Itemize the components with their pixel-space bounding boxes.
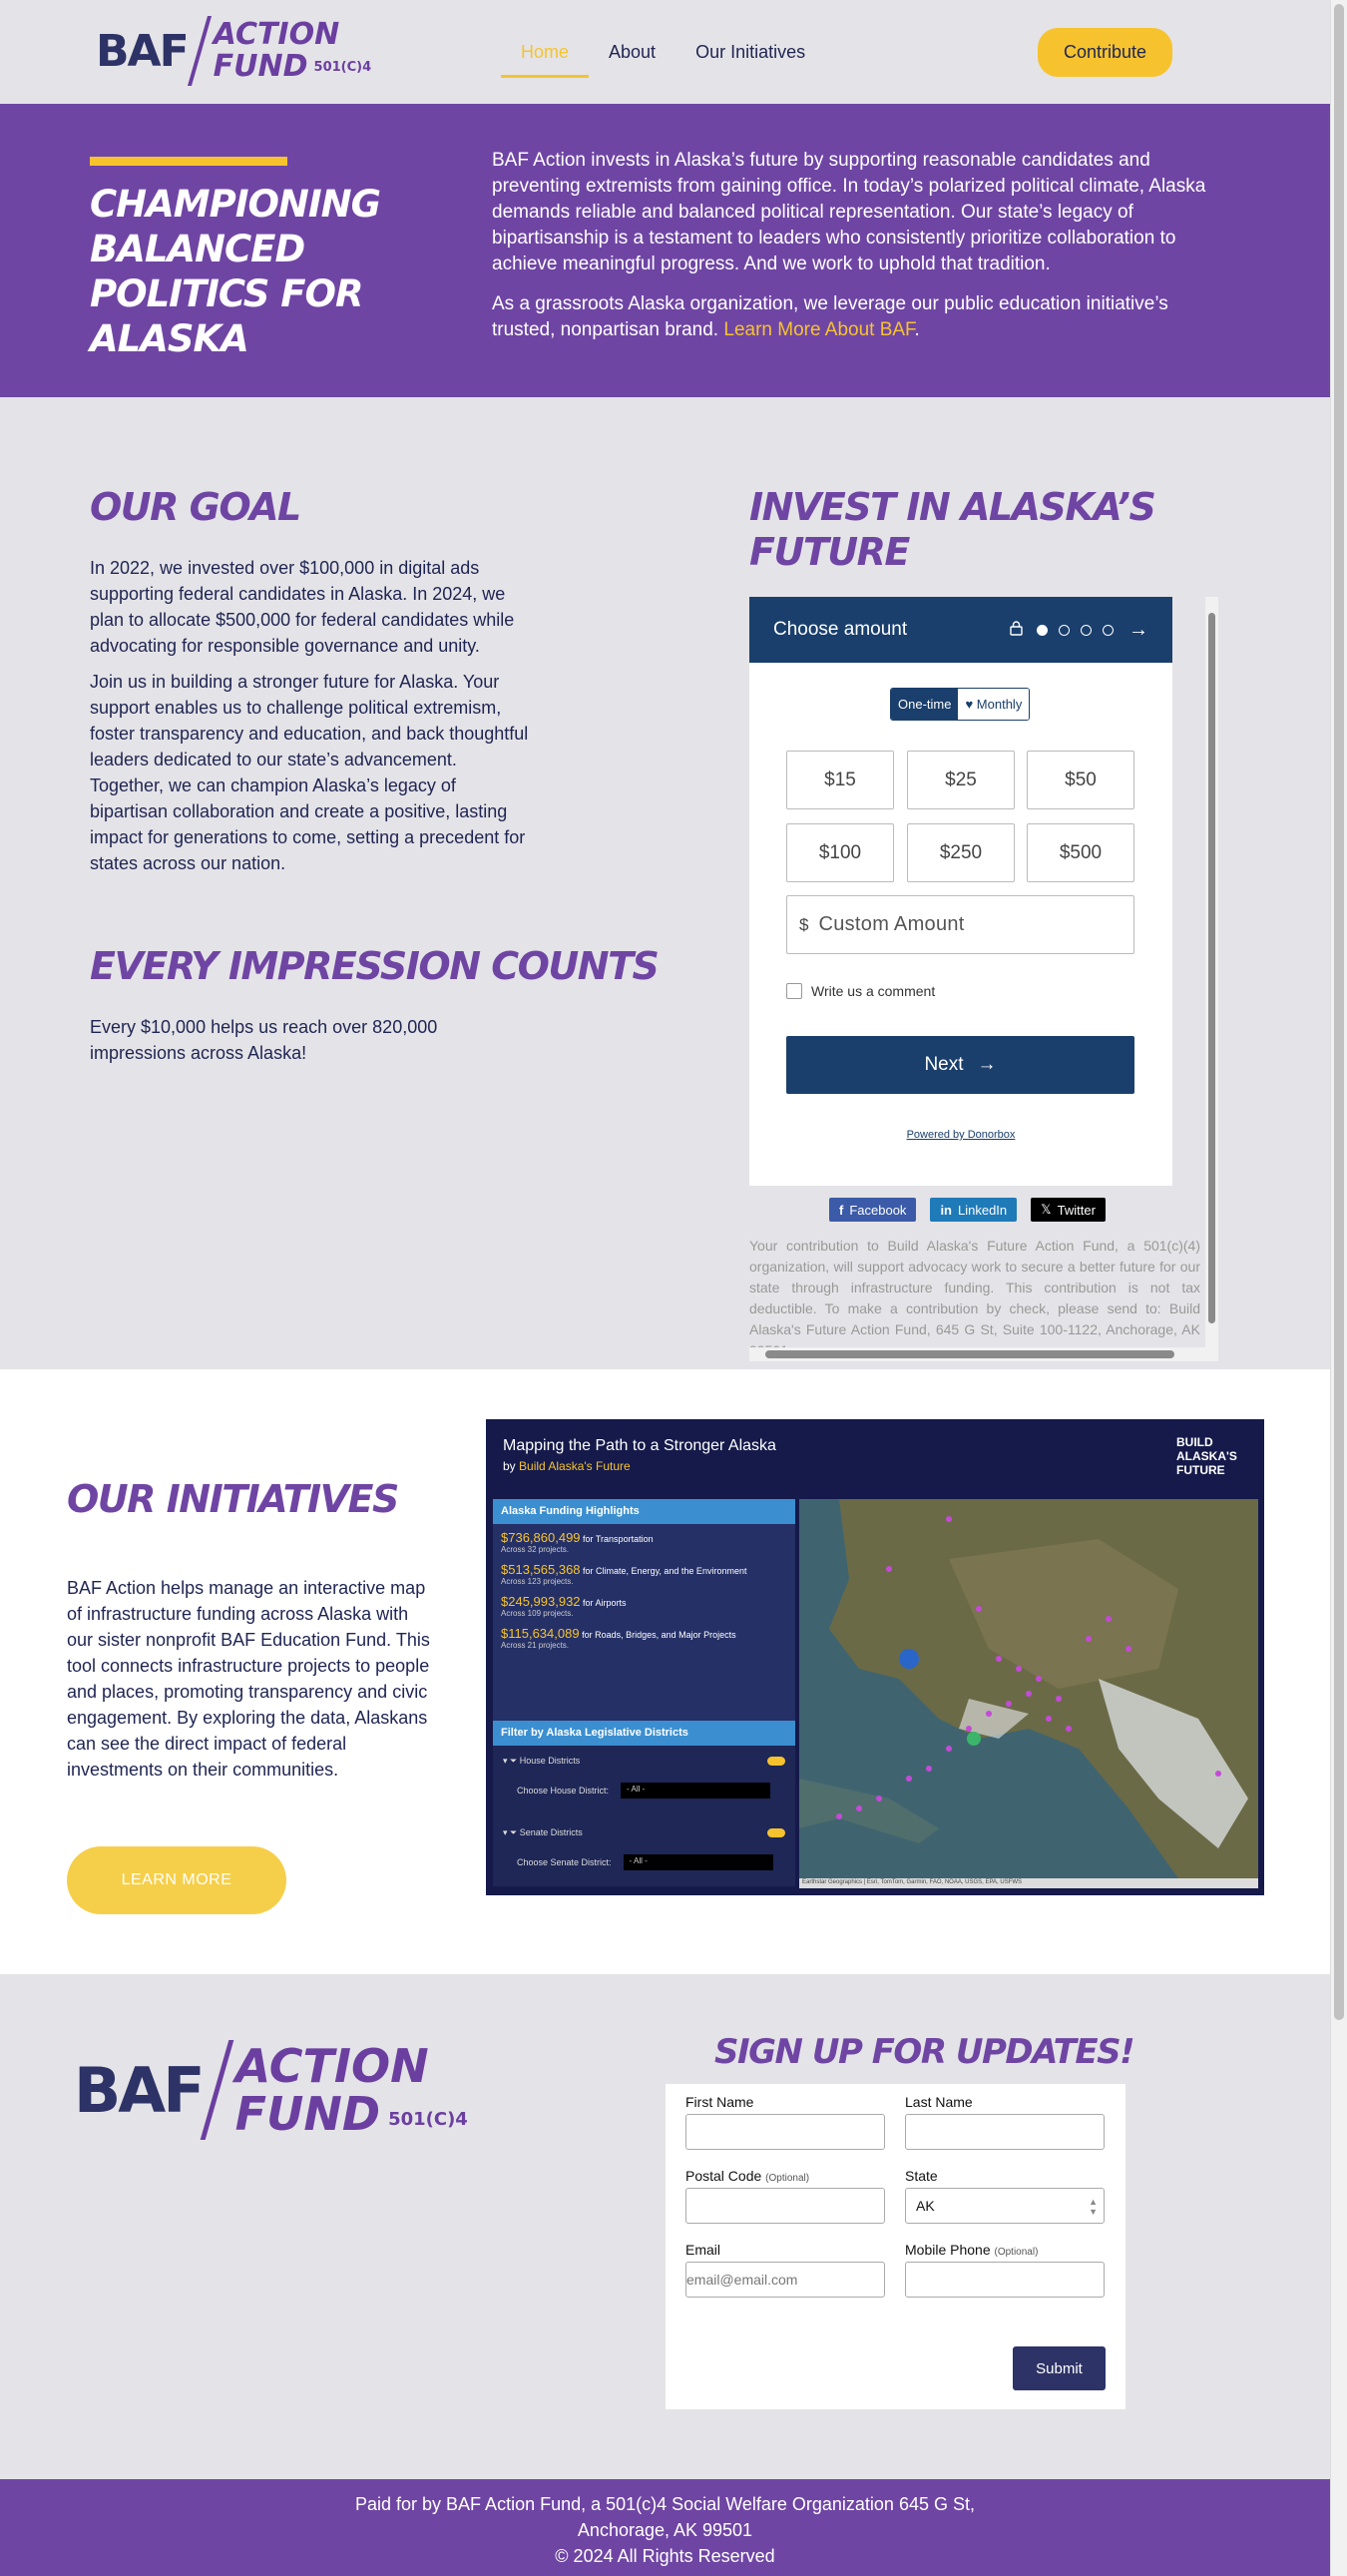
frequency-toggle (890, 688, 1030, 721)
senate-choose-label: Choose Senate District: (517, 1857, 612, 1867)
footer-logo[interactable] (74, 2040, 468, 2140)
mobile-phone-text: Mobile Phone (905, 2242, 991, 2258)
site-footer (0, 2479, 1330, 2576)
linkedin-share-button[interactable] (930, 1198, 1017, 1222)
paid-for-by (0, 2491, 1330, 2543)
page-scroll-thumb[interactable] (1334, 4, 1344, 2020)
hero-paragraph-2 (492, 291, 1230, 343)
state-label: State (905, 2168, 938, 2184)
senate-districts-label: Senate Districts (519, 1827, 583, 1837)
widget-vertical-scroll-thumb[interactable] (1208, 613, 1215, 1323)
twitter-share-button[interactable] (1031, 1198, 1106, 1222)
donation-widget (749, 597, 1218, 1363)
stat-sub: Across 21 projects. (501, 1641, 570, 1650)
paid-for-line-1: Paid for by BAF Action Fund, a 501(c)4 Social Welfare Organization 645 G St, (355, 2494, 975, 2514)
amount-15-button[interactable]: $15 (786, 751, 894, 809)
submit-button[interactable]: Submit (1013, 2346, 1106, 2390)
nav-home[interactable]: Home (501, 38, 589, 78)
every-impression-text: Every $10,000 helps us reach over 820,000 impressions across Alaska! (90, 1017, 438, 1063)
last-name-label: Last Name (905, 2094, 973, 2110)
amount-250-button[interactable]: $250 (907, 823, 1015, 882)
house-district-select[interactable]: - All - (621, 1783, 770, 1799)
map-attribution: Earthstar Geographics | Esri, TomTom, Garmin, FAO, NOAA, USGS, EPA, USFWS (799, 1878, 1258, 1888)
goal-paragraph-2: Join us in building a stronger future for Alaska. Your support enables us to challenge political extremism, foster transparency and education, and back thoughtful leaders dedicated to our state’s advancement. Together, we can champion Alaska’s legacy of bipartisan collaboration and create a positive, lasting impact for generations to come, setting a precedent for states across our nation. (90, 672, 529, 873)
stat-sub: Across 109 projects. (501, 1609, 574, 1618)
paid-for-line-2: Anchorage, AK 99501 (577, 2520, 753, 2540)
stat-item (493, 1524, 795, 1556)
comment-checkbox-row[interactable] (786, 983, 935, 999)
stat-sub: Across 32 projects. (501, 1545, 570, 1554)
postal-code-text: Postal Code (685, 2168, 762, 2184)
amount-50-button[interactable]: $50 (1027, 751, 1134, 809)
stat-amount: $513,565,368 (501, 1562, 581, 1577)
senate-district-select[interactable]: - All - (624, 1854, 773, 1870)
selected-marker (899, 1649, 919, 1669)
main-nav (501, 38, 825, 78)
stat-amount: $115,634,089 (501, 1626, 580, 1641)
widget-horizontal-scrollbar[interactable] (749, 1347, 1218, 1361)
logo-action-fund (214, 19, 371, 83)
stat-label: for Airports (583, 1598, 627, 1608)
monthly-tab[interactable]: ♥ Monthly (958, 689, 1029, 720)
hero-title: CHAMPIONING BALANCED POLITICS FOR ALASKA (90, 183, 380, 360)
alaska-map-graphic (799, 1499, 1258, 1878)
hero-section (0, 104, 1330, 397)
next-step-arrow-icon[interactable]: → (1128, 618, 1148, 641)
nav-our-initiatives[interactable]: Our Initiatives (695, 42, 806, 62)
amount-100-button[interactable]: $100 (786, 823, 894, 882)
hero-paragraph-2-tail: . (914, 319, 920, 340)
senate-toggle[interactable] (767, 1828, 785, 1837)
comment-label: Write us a comment (811, 983, 936, 999)
our-initiatives-heading: OUR INITIATIVES (67, 1477, 398, 1521)
hero-copy (492, 148, 1230, 357)
choose-amount-title: Choose amount (773, 619, 908, 640)
filter-icon: ▾ ⏷ (503, 1826, 520, 1837)
mobile-phone-label (905, 2242, 1038, 2258)
house-choose-row (493, 1776, 795, 1805)
one-time-tab[interactable]: One-time (891, 689, 958, 720)
goal-paragraph-1: In 2022, we invested over $100,000 in digital ads supporting federal candidates in Alaska. In 2024, we plan to allocate $500,000 for federal candidates while advocating for responsible governance and unity. (90, 558, 515, 656)
house-toggle[interactable] (767, 1757, 785, 1766)
first-name-label: First Name (685, 2094, 754, 2110)
map-by: by (503, 1459, 520, 1473)
logo-baf: BAF (96, 25, 188, 77)
mobile-phone-field[interactable] (905, 2262, 1105, 2298)
satellite-map[interactable] (799, 1499, 1258, 1888)
custom-amount-input[interactable] (786, 895, 1134, 954)
widget-horizontal-scroll-thumb[interactable] (765, 1350, 1174, 1358)
select-arrows-icon: ▲ ▼ (1089, 2197, 1098, 2217)
step-dot-3 (1081, 625, 1092, 636)
next-button[interactable] (786, 1036, 1134, 1094)
house-districts-label: House Districts (519, 1756, 581, 1766)
share-buttons (829, 1198, 1106, 1222)
contribute-button[interactable]: Contribute (1038, 28, 1172, 77)
our-goal-text (90, 555, 529, 886)
step-dot-1 (1037, 625, 1048, 636)
our-initiatives-text: BAF Action helps manage an interactive map of infrastructure funding across Alaska with our sister nonprofit BAF Education Fund. This tool connects infrastructure projects to people and places, promoting transparency and civic engagement. By exploring the data, Alaskans can see the direct impact of federal investments on their communities. (67, 1578, 430, 1780)
goal-section (0, 397, 1330, 1369)
senate-districts-row[interactable] (493, 1817, 795, 1847)
state-select[interactable] (905, 2188, 1105, 2224)
logo-slash (200, 2040, 233, 2140)
district-filter-panel (493, 1721, 795, 1886)
logo-suffix: 501(C)4 (388, 2109, 468, 2130)
learn-more-button[interactable]: LEARN MORE (67, 1846, 286, 1914)
house-districts-row[interactable] (493, 1746, 795, 1776)
stat-label: for Climate, Energy, and the Environment (583, 1566, 747, 1576)
next-label: Next (924, 1054, 964, 1075)
stat-amount: $736,860,499 (501, 1530, 581, 1545)
facebook-label: Facebook (849, 1202, 907, 1218)
postal-code-label (685, 2168, 809, 2184)
logo-slash (188, 16, 212, 86)
stat-label: for Transportation (583, 1534, 654, 1544)
step-dot-4 (1103, 625, 1114, 636)
map-byline (503, 1459, 631, 1473)
currency-symbol: $ (799, 914, 809, 934)
widget-vertical-scrollbar[interactable] (1205, 597, 1218, 1347)
state-value: AK (916, 2198, 935, 2214)
logo-line1: ACTION (234, 2039, 429, 2093)
first-name-field[interactable] (685, 2114, 885, 2150)
amount-500-button[interactable]: $500 (1027, 823, 1134, 882)
stat-label: for Roads, Bridges, and Major Projects (582, 1630, 736, 1640)
custom-amount-placeholder: Custom Amount (818, 913, 965, 935)
comment-checkbox[interactable] (786, 983, 802, 999)
site-header (0, 0, 1330, 104)
stat-amount: $245,993,932 (501, 1594, 581, 1609)
logo-line1: ACTION (213, 17, 340, 52)
logo-baf: BAF (74, 2053, 203, 2127)
copyright: © 2024 All Rights Reserved (555, 2546, 775, 2566)
email-label: Email (685, 2242, 721, 2258)
invest-heading: INVEST IN ALASKA’S FUTURE (749, 485, 1155, 574)
donation-header (749, 597, 1172, 663)
learn-more-about-baf-link[interactable]: Learn More About BAF (723, 319, 915, 340)
hero-paragraph-2-text: As a grassroots Alaska organization, we leverage our public education initiative’s trusted, nonpartisan brand. (492, 293, 1168, 340)
logo-action-fund (234, 2039, 468, 2141)
donation-disclaimer: Your contribution to Build Alaska's Future Action Fund, a 501(c)(4) organization, will support advocacy work to secure a better future for our state through infrastructure funding. This contribution is not tax deductible. To make a contribution by check, please send to: Build Alaska's Future Action Fund, 645 G St, Suite 100-1122, Anchorage, AK (749, 1238, 1200, 1337)
funding-map[interactable] (486, 1419, 1264, 1895)
stat-item (493, 1556, 795, 1588)
signup-section (0, 1974, 1330, 2479)
step-dot-2 (1059, 625, 1070, 636)
map-logo: BUILD ALASKA'S FUTURE (1176, 1435, 1237, 1477)
signup-form (666, 2084, 1125, 2409)
twitter-label: Twitter (1057, 1202, 1096, 1218)
highlights-heading: Alaska Funding Highlights (493, 1499, 795, 1524)
page-scrollbar[interactable] (1330, 0, 1347, 2576)
senate-choose-row (493, 1847, 795, 1877)
lock-icon (1010, 621, 1023, 639)
cluster-marker (967, 1732, 981, 1746)
filter-heading: Filter by Alaska Legislative Districts (493, 1721, 795, 1746)
linkedin-label: LinkedIn (958, 1202, 1008, 1218)
map-by-org[interactable]: Build Alaska's Future (519, 1459, 631, 1473)
funding-highlights-panel (493, 1499, 795, 1886)
arrow-right-icon: → (977, 1054, 997, 1075)
postal-code-field[interactable] (685, 2188, 885, 2224)
house-choose-label: Choose House District: (517, 1786, 610, 1796)
nav-about[interactable]: About (609, 42, 657, 62)
optional-tag: (Optional) (994, 2247, 1039, 2258)
x-icon: 𝕏 (1041, 1202, 1052, 1217)
facebook-share-button[interactable] (829, 1198, 916, 1222)
hero-paragraph-1: BAF Action invests in Alaska’s future by supporting reasonable candidates and preventing extremists from gaining office. In today’s polarized political climate, Alaska demands reliable and balanced political representation. Our state’s legacy of bipartisanship is a testament to leaders who consistently prioritize collaboration to achieve meaningful progress. And we work to uphold that tradition. (492, 150, 1206, 274)
optional-tag: (Optional) (765, 2173, 810, 2184)
powered-by-donorbox-link[interactable]: Powered by Donorbox (906, 1129, 1016, 1141)
stat-sub: Across 123 projects. (501, 1577, 574, 1586)
donation-form (749, 597, 1172, 1186)
map-title: Mapping the Path to a Stronger Alaska (503, 1437, 776, 1454)
logo-line2: FUND (234, 2087, 381, 2141)
every-impression-heading: EVERY IMPRESSION COUNTS (90, 944, 659, 988)
facebook-icon: f (839, 1202, 844, 1218)
site-logo[interactable] (96, 16, 371, 86)
hero-accent-bar (90, 157, 287, 166)
signup-heading: SIGN UP FOR UPDATES! (714, 2032, 1134, 2072)
email-field[interactable]: email@email.com (685, 2262, 885, 2298)
last-name-field[interactable] (905, 2114, 1105, 2150)
logo-line2: FUND (213, 49, 308, 84)
stat-item (493, 1620, 795, 1652)
stat-item (493, 1588, 795, 1620)
linkedin-icon: in (940, 1202, 952, 1218)
filter-icon: ▾ ⏷ (503, 1755, 520, 1766)
logo-suffix: 501(C)4 (313, 60, 372, 75)
our-goal-heading: OUR GOAL (90, 485, 300, 529)
amount-25-button[interactable]: $25 (907, 751, 1015, 809)
initiatives-section (0, 1369, 1330, 1974)
